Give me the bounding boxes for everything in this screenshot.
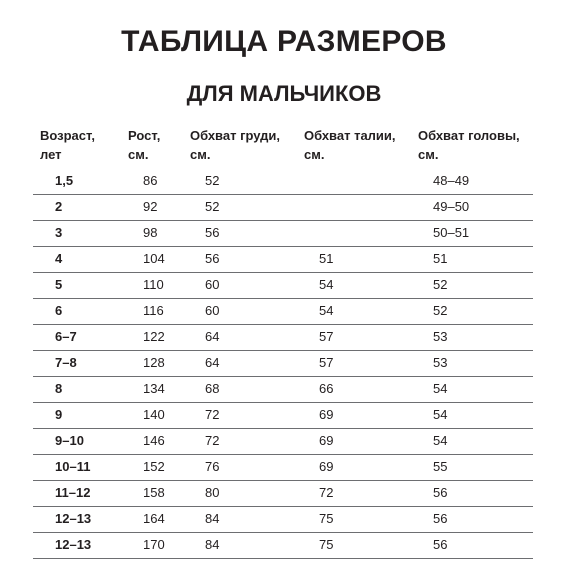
cell-height: 110 [143, 277, 164, 292]
cell-age: 5 [55, 277, 63, 292]
table-row [33, 377, 533, 403]
cell-chest: 64 [205, 355, 220, 370]
cell-age: 11–12 [55, 485, 91, 500]
table-row [33, 533, 533, 559]
cell-head: 48–49 [433, 173, 470, 188]
page-title: ТАБЛИЦА РАЗМЕРОВ [121, 25, 447, 58]
header-head [418, 126, 520, 164]
cell-head: 51 [433, 251, 448, 266]
cell-waist: 75 [319, 511, 334, 526]
cell-height: 116 [143, 303, 164, 318]
cell-height: 140 [143, 407, 165, 422]
cell-chest: 76 [205, 459, 220, 474]
cell-chest: 84 [205, 537, 220, 552]
table-row [33, 481, 533, 507]
table-row [33, 325, 533, 351]
cell-height: 158 [143, 485, 165, 500]
cell-age: 9–10 [55, 433, 84, 448]
cell-head: 54 [433, 433, 448, 448]
cell-age: 7–8 [55, 355, 77, 370]
header-waist-line2: см. [304, 147, 325, 162]
cell-height: 128 [143, 355, 165, 370]
cell-height: 104 [143, 251, 165, 266]
cell-age: 10–11 [55, 459, 91, 474]
header-height [128, 126, 160, 164]
table-row [33, 403, 533, 429]
cell-head: 53 [433, 355, 448, 370]
cell-height: 164 [143, 511, 165, 526]
header-chest [190, 126, 280, 164]
cell-waist: 51 [319, 251, 334, 266]
header-height-line2: см. [128, 147, 149, 162]
cell-age: 9 [55, 407, 63, 422]
cell-chest: 64 [205, 329, 220, 344]
table-row [33, 455, 533, 481]
cell-age: 3 [55, 225, 63, 240]
cell-waist: 54 [319, 277, 334, 292]
table-row [33, 273, 533, 299]
cell-waist: 69 [319, 459, 334, 474]
header-waist [304, 126, 396, 164]
cell-waist: 54 [319, 303, 334, 318]
cell-chest: 60 [205, 277, 220, 292]
cell-chest: 84 [205, 511, 220, 526]
table-row [33, 221, 533, 247]
cell-head: 56 [433, 485, 448, 500]
header-height-line1: Рост, [128, 128, 161, 143]
cell-chest: 72 [205, 433, 220, 448]
cell-height: 134 [143, 381, 165, 396]
cell-waist: 69 [319, 433, 334, 448]
cell-chest: 56 [205, 225, 220, 240]
page-subtitle: ДЛЯ МАЛЬЧИКОВ [186, 81, 382, 106]
header-head-line1: Обхват головы, [418, 128, 520, 143]
header-waist-line1: Обхват талии, [304, 128, 396, 143]
cell-age: 2 [55, 199, 63, 214]
header-head-line2: см. [418, 147, 439, 162]
cell-height: 92 [143, 199, 158, 214]
cell-head: 56 [433, 511, 448, 526]
table-row [33, 299, 533, 325]
cell-head: 55 [433, 459, 448, 474]
cell-height: 122 [143, 329, 165, 344]
cell-chest: 56 [205, 251, 220, 266]
cell-age: 6 [55, 303, 63, 318]
table-row [33, 429, 533, 455]
cell-waist: 75 [319, 537, 334, 552]
cell-chest: 72 [205, 407, 220, 422]
cell-head: 52 [433, 277, 448, 292]
cell-chest: 68 [205, 381, 220, 396]
cell-height: 146 [143, 433, 165, 448]
header-age [40, 126, 95, 164]
cell-age: 4 [55, 251, 63, 266]
cell-chest: 80 [205, 485, 220, 500]
header-age-line2: лет [40, 147, 62, 162]
cell-head: 54 [433, 407, 448, 422]
cell-waist: 66 [319, 381, 334, 396]
cell-head: 53 [433, 329, 448, 344]
table-row [33, 169, 533, 195]
cell-age: 6–7 [55, 329, 77, 344]
cell-head: 54 [433, 381, 448, 396]
cell-waist: 72 [319, 485, 334, 500]
cell-height: 170 [143, 537, 165, 552]
cell-waist: 57 [319, 329, 334, 344]
cell-chest: 52 [205, 199, 220, 214]
cell-age: 1,5 [55, 173, 74, 188]
header-age-line1: Возраст, [40, 128, 96, 143]
cell-height: 86 [143, 173, 158, 188]
cell-height: 152 [143, 459, 165, 474]
table-row [33, 351, 533, 377]
table-row [33, 247, 533, 273]
header-chest-line1: Обхват груди, [190, 128, 281, 143]
cell-height: 98 [143, 225, 158, 240]
cell-chest: 52 [205, 173, 220, 188]
cell-chest: 60 [205, 303, 220, 318]
cell-age: 12–13 [55, 537, 92, 552]
cell-age: 8 [55, 381, 63, 396]
cell-waist: 69 [319, 407, 334, 422]
table-row [33, 195, 533, 221]
header-chest-line2: см. [190, 147, 211, 162]
cell-age: 12–13 [55, 511, 92, 526]
cell-head: 50–51 [433, 225, 470, 240]
cell-head: 52 [433, 303, 448, 318]
cell-waist: 57 [319, 355, 334, 370]
cell-head: 49–50 [433, 199, 470, 214]
cell-head: 56 [433, 537, 448, 552]
table-row [33, 507, 533, 533]
